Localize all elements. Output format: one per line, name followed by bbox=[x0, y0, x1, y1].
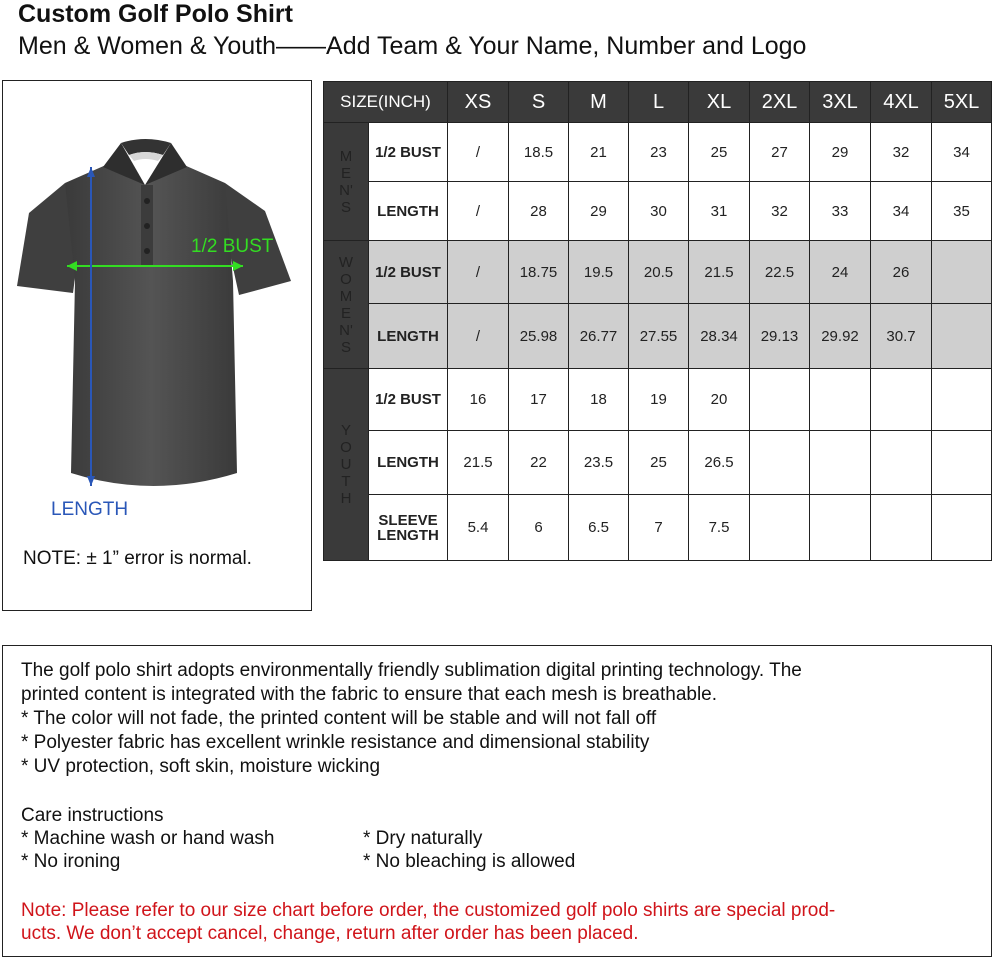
error-note: NOTE: ± 1” error is normal. bbox=[23, 548, 252, 569]
care-title: Care instructions bbox=[21, 805, 164, 826]
size-header-m: M bbox=[569, 82, 629, 123]
table-cell: 23 bbox=[629, 123, 689, 182]
table-cell: 26 bbox=[871, 241, 932, 304]
table-cell: 28.34 bbox=[689, 304, 750, 369]
table-cell bbox=[750, 431, 810, 495]
table-cell bbox=[871, 369, 932, 431]
size-header-4xl: 4XL bbox=[871, 82, 932, 123]
table-cell: 35 bbox=[932, 182, 992, 241]
table-cell: 32 bbox=[871, 123, 932, 182]
length-arrow-bottom bbox=[87, 476, 95, 486]
table-cell: 20 bbox=[689, 369, 750, 431]
row-label: 1/2 BUST bbox=[369, 241, 448, 304]
table-cell: 6 bbox=[509, 495, 569, 561]
table-row bbox=[324, 123, 992, 182]
table-cell: / bbox=[448, 182, 509, 241]
table-cell: 34 bbox=[932, 123, 992, 182]
size-unit-header: SIZE(INCH) bbox=[324, 82, 448, 123]
page-title: Custom Golf Polo Shirt bbox=[18, 0, 293, 28]
table-cell: 22 bbox=[509, 431, 569, 495]
table-cell: 28 bbox=[509, 182, 569, 241]
table-row bbox=[324, 182, 992, 241]
table-cell: 25.98 bbox=[509, 304, 569, 369]
table-cell: 31 bbox=[689, 182, 750, 241]
description-line: The golf polo shirt adopts environmentally friendly sublimation digital printing technology. The bbox=[21, 660, 802, 681]
table-row bbox=[324, 304, 992, 369]
size-header-3xl: 3XL bbox=[810, 82, 871, 123]
table-cell bbox=[750, 369, 810, 431]
size-header-s: S bbox=[509, 82, 569, 123]
table-cell: 18.5 bbox=[509, 123, 569, 182]
table-cell: 29 bbox=[569, 182, 629, 241]
care-item: * No ironing bbox=[21, 851, 121, 872]
table-cell bbox=[810, 369, 871, 431]
table-cell: 18 bbox=[569, 369, 629, 431]
length-label: LENGTH bbox=[51, 499, 129, 520]
table-cell: 33 bbox=[810, 182, 871, 241]
table-cell: 27 bbox=[750, 123, 810, 182]
row-label: 1/2 BUST bbox=[369, 369, 448, 431]
table-cell: / bbox=[448, 241, 509, 304]
description-line: printed content is integrated with the fabric to ensure that each mesh is breathable. bbox=[21, 684, 718, 705]
warning-line: ucts. We don’t accept cancel, change, return after order has been placed. bbox=[21, 923, 639, 944]
table-cell: 24 bbox=[810, 241, 871, 304]
table-cell: 7.5 bbox=[689, 495, 750, 561]
shirt-diagram-panel bbox=[2, 80, 312, 611]
size-chart-table bbox=[323, 81, 992, 561]
table-cell: 23.5 bbox=[569, 431, 629, 495]
row-label: LENGTH bbox=[369, 304, 448, 369]
row-label: 1/2 BUST bbox=[369, 123, 448, 182]
page-subtitle: Men & Women & Youth——Add Team & Your Name, Number and Logo bbox=[18, 32, 807, 60]
table-cell bbox=[871, 431, 932, 495]
table-cell: 19 bbox=[629, 369, 689, 431]
bust-label: 1/2 BUST bbox=[191, 236, 274, 257]
polo-shirt-illustration bbox=[3, 81, 311, 610]
table-cell: 30 bbox=[629, 182, 689, 241]
table-cell: 18.75 bbox=[509, 241, 569, 304]
table-cell: 7 bbox=[629, 495, 689, 561]
table-cell: 26.77 bbox=[569, 304, 629, 369]
button-1 bbox=[144, 198, 150, 204]
feature-bullet: * Polyester fabric has excellent wrinkle resistance and dimensional stability bbox=[21, 732, 650, 753]
feature-bullet: * The color will not fade, the printed content will be stable and will not fall off bbox=[21, 708, 657, 729]
table-cell: 22.5 bbox=[750, 241, 810, 304]
table-cell bbox=[750, 495, 810, 561]
row-label: SLEEVE LENGTH bbox=[369, 495, 448, 561]
table-cell: 32 bbox=[750, 182, 810, 241]
table-cell bbox=[810, 431, 871, 495]
table-cell: 21 bbox=[569, 123, 629, 182]
table-row bbox=[324, 369, 992, 431]
size-header-row bbox=[324, 82, 992, 123]
table-cell bbox=[932, 495, 992, 561]
table-cell: 20.5 bbox=[629, 241, 689, 304]
table-cell bbox=[932, 431, 992, 495]
table-cell bbox=[932, 304, 992, 369]
table-cell: 25 bbox=[689, 123, 750, 182]
size-header-l: L bbox=[629, 82, 689, 123]
group-label-womens: W O M E N' S bbox=[324, 241, 369, 369]
table-row bbox=[324, 431, 992, 495]
table-cell bbox=[871, 495, 932, 561]
table-cell: 21.5 bbox=[448, 431, 509, 495]
table-cell: 29 bbox=[810, 123, 871, 182]
table-cell: 29.92 bbox=[810, 304, 871, 369]
group-label-mens: M E N' S bbox=[324, 123, 369, 241]
size-header-2xl: 2XL bbox=[750, 82, 810, 123]
table-cell: 27.55 bbox=[629, 304, 689, 369]
care-item: * No bleaching is allowed bbox=[363, 851, 576, 872]
care-item: * Machine wash or hand wash bbox=[21, 828, 275, 849]
table-cell: 34 bbox=[871, 182, 932, 241]
button-3 bbox=[144, 248, 150, 254]
description-panel bbox=[2, 645, 992, 957]
table-row bbox=[324, 241, 992, 304]
table-cell: 6.5 bbox=[569, 495, 629, 561]
row-label: LENGTH bbox=[369, 182, 448, 241]
button-2 bbox=[144, 223, 150, 229]
care-item: * Dry naturally bbox=[363, 828, 483, 849]
table-cell: 30.7 bbox=[871, 304, 932, 369]
row-label: LENGTH bbox=[369, 431, 448, 495]
table-cell: 5.4 bbox=[448, 495, 509, 561]
table-cell bbox=[810, 495, 871, 561]
table-row bbox=[324, 495, 992, 561]
size-header-xl: XL bbox=[689, 82, 750, 123]
table-cell: 19.5 bbox=[569, 241, 629, 304]
table-cell: 25 bbox=[629, 431, 689, 495]
table-cell bbox=[932, 241, 992, 304]
table-cell: 17 bbox=[509, 369, 569, 431]
size-header-5xl: 5XL bbox=[932, 82, 992, 123]
warning-line: Note: Please refer to our size chart before order, the customized golf polo shirts are special prod- bbox=[21, 900, 836, 921]
table-cell: 26.5 bbox=[689, 431, 750, 495]
table-cell: / bbox=[448, 304, 509, 369]
table-cell bbox=[932, 369, 992, 431]
table-cell: / bbox=[448, 123, 509, 182]
table-cell: 29.13 bbox=[750, 304, 810, 369]
table-cell: 16 bbox=[448, 369, 509, 431]
group-label-youth: Y O U T H bbox=[324, 369, 369, 561]
feature-bullet: * UV protection, soft skin, moisture wicking bbox=[21, 756, 381, 777]
table-cell: 21.5 bbox=[689, 241, 750, 304]
size-header-xs: XS bbox=[448, 82, 509, 123]
